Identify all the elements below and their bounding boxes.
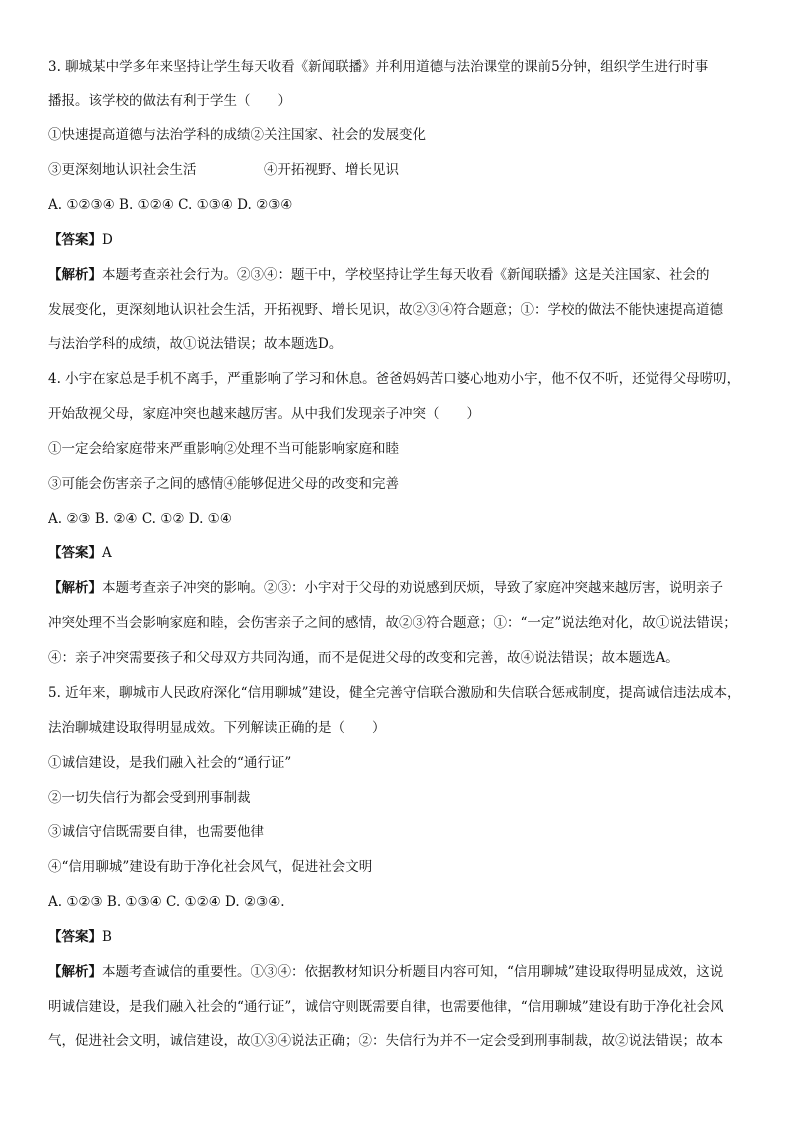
q5-stem-line-2: 法治聊城建设取得明显成效。下列解读正确的是（ ） — [48, 720, 386, 736]
answer-value: A — [102, 545, 112, 561]
q3-choices: A. ①②③④ B. ①②④ C. ①③④ D. ②③④ — [48, 197, 293, 213]
q5-option-4: ④“信用聊城”建设有助于净化社会风气，促进社会文明 — [48, 859, 373, 875]
analysis-text: 本题考查亲社会行为。②③④：题干中，学校坚持让学生每天收看《新闻联播》这是关注国家、社会的 — [102, 267, 710, 283]
analysis-tag: 【解析】 — [48, 964, 102, 980]
q5-option-3: ③诚信守信既需要自律，也需要他律 — [48, 824, 264, 840]
q5-analysis-line-3: 气，促进社会文明，诚信建设，故①③④说法正确；②：失信行为并不一定会受到刑事制裁，故②说法错误；故本 — [48, 1033, 723, 1049]
answer-tag: 【答案】 — [48, 545, 102, 561]
answer-tag: 【答案】 — [48, 929, 102, 945]
q4-analysis-line-3: ④：亲子冲突需要孩子和父母双方共同沟通，而不是促进父母的改变和完善，故④说法错误；故本题选A。 — [48, 650, 679, 666]
q3-options-line-1: ①快速提高道德与法治学科的成绩②关注国家、社会的发展变化 — [48, 127, 426, 143]
q4-choices: A. ②③ B. ②④ C. ①② D. ①④ — [48, 511, 232, 527]
q3-analysis-line-1 — [48, 265, 754, 285]
q5-analysis-line-1 — [48, 962, 754, 982]
q4-stem-line-2: 开始敌视父母，家庭冲突也越来越厉害。从中我们发现亲子冲突（ ） — [48, 406, 480, 422]
q4-stem-line-1: 4. 小宇在家总是手机不离手，严重影响了学习和休息。爸爸妈妈苦口婆心地劝小宇，他不仅不听，还觉得父母唠叨， — [48, 371, 741, 387]
answer-value: D — [102, 232, 113, 248]
q3-stem-line-1: 3. 聊城某中学多年来坚持让学生每天收看《新闻联播》并利用道德与法治课堂的课前5分钟，组织学生进行时事 — [48, 59, 709, 75]
q5-option-1: ①诚信建设，是我们融入社会的“通行证” — [48, 755, 292, 771]
q3-analysis-line-3: 与法治学科的成绩，故①说法错误；故本题选D。 — [48, 336, 343, 352]
q3-analysis-line-2: 发展变化，更深刻地认识社会生活，开拓视野、增长见识，故②③④符合题意；①：学校的做法不能快速提高道德 — [48, 302, 723, 318]
answer-value: B — [102, 929, 112, 945]
q3-stem-line-2: 播报。该学校的做法有利于学生（ ） — [48, 93, 291, 109]
answer-tag: 【答案】 — [48, 232, 102, 248]
q4-analysis-line-1 — [48, 578, 754, 598]
analysis-text: 本题考查亲子冲突的影响。②③：小宇对于父母的劝说感到厌烦，导致了家庭冲突越来越厉害，说明亲子 — [102, 580, 723, 596]
q5-answer — [48, 927, 754, 947]
q5-option-2: ②一切失信行为都会受到刑事制裁 — [48, 790, 251, 806]
analysis-tag: 【解析】 — [48, 580, 102, 596]
analysis-tag: 【解析】 — [48, 267, 102, 283]
q5-choices: A. ①②③ B. ①③④ C. ①②④ D. ②③④. — [48, 894, 285, 910]
q5-stem-line-1: 5. 近年来，聊城市人民政府深化“信用聊城”建设，健全完善守信联合激励和失信联合惩戒制度，提高诚信违法成本， — [48, 685, 741, 701]
q4-options-line-1: ①一定会给家庭带来严重影响②处理不当可能影响家庭和睦 — [48, 441, 399, 457]
analysis-text: 本题考查诚信的重要性。①③④：依据教材知识分析题目内容可知，“信用聊城”建设取得明显成效，这说 — [102, 964, 724, 980]
q4-options-line-2: ③可能会伤害亲子之间的感情④能够促进父母的改变和完善 — [48, 476, 399, 492]
q3-options-line-2: ③更深刻地认识社会生活 ④开拓视野、增长见识 — [48, 162, 399, 178]
q4-answer — [48, 543, 754, 563]
q3-answer — [48, 230, 754, 250]
q5-analysis-line-2: 明诚信建设，是我们融入社会的“通行证”，诚信守则既需要自律，也需要他律，“信用聊城”建设有助于净化社会风 — [48, 999, 724, 1015]
q4-analysis-line-2: 冲突处理不当会影响家庭和睦，会伤害亲子之间的感情，故②③符合题意；①：“一定”说法绝对化，故①说法错误； — [48, 615, 737, 631]
